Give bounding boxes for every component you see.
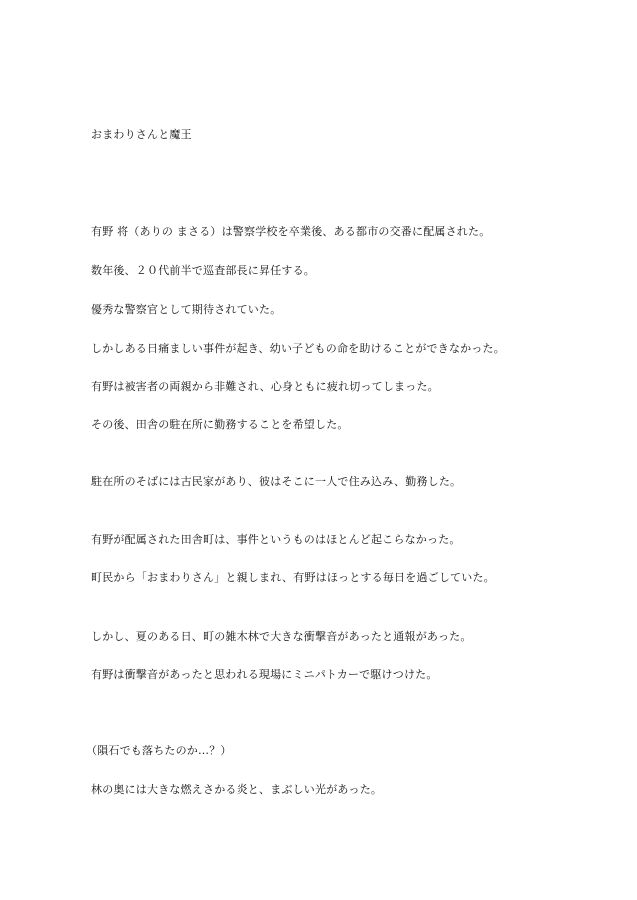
document-title: おまわりさんと魔王 [91, 128, 192, 141]
paragraph-line: 林の奥には大きな燃えさかる炎と、まぶしい光があった。 [91, 783, 383, 796]
paragraph-line: 有野 将（ありの まさる）は警察学校を卒業後、ある都市の交番に配属された。 [91, 225, 491, 238]
paragraph-line: しかし、夏のある日、町の雑木林で大きな衝撃音があったと通報があった。 [91, 630, 472, 643]
paragraph-line: 優秀な警察官として期待されていた。 [91, 303, 282, 316]
paragraph-line: その後、田舎の駐在所に勤務することを希望した。 [91, 418, 349, 431]
inner-thought-line: （隕石でも落ちたのか…？） [86, 744, 232, 757]
paragraph-line: 有野は被害者の両親から非難され、心身ともに疲れ切ってしまった。 [91, 380, 439, 393]
paragraph-line: 有野が配属された田舎町は、事件というものはほとんど起こらなかった。 [91, 533, 461, 546]
paragraph-line: 駐在所のそばには古民家があり、彼はそこに一人で住み込み、勤務した。 [91, 475, 462, 488]
paragraph-line: 数年後、２０代前半で巡査部長に昇任する。 [91, 264, 315, 277]
paragraph-line: しかしある日痛ましい事件が起き、幼い子どもの命を助けることができなかった。 [91, 342, 505, 355]
paragraph-line: 有野は衝撃音があったと思われる現場にミニパトカーで駆けつけた。 [91, 668, 438, 681]
paragraph-line: 町民から「おまわりさん」と親しまれ、有野はほっとする毎日を過ごしていた。 [91, 571, 495, 584]
